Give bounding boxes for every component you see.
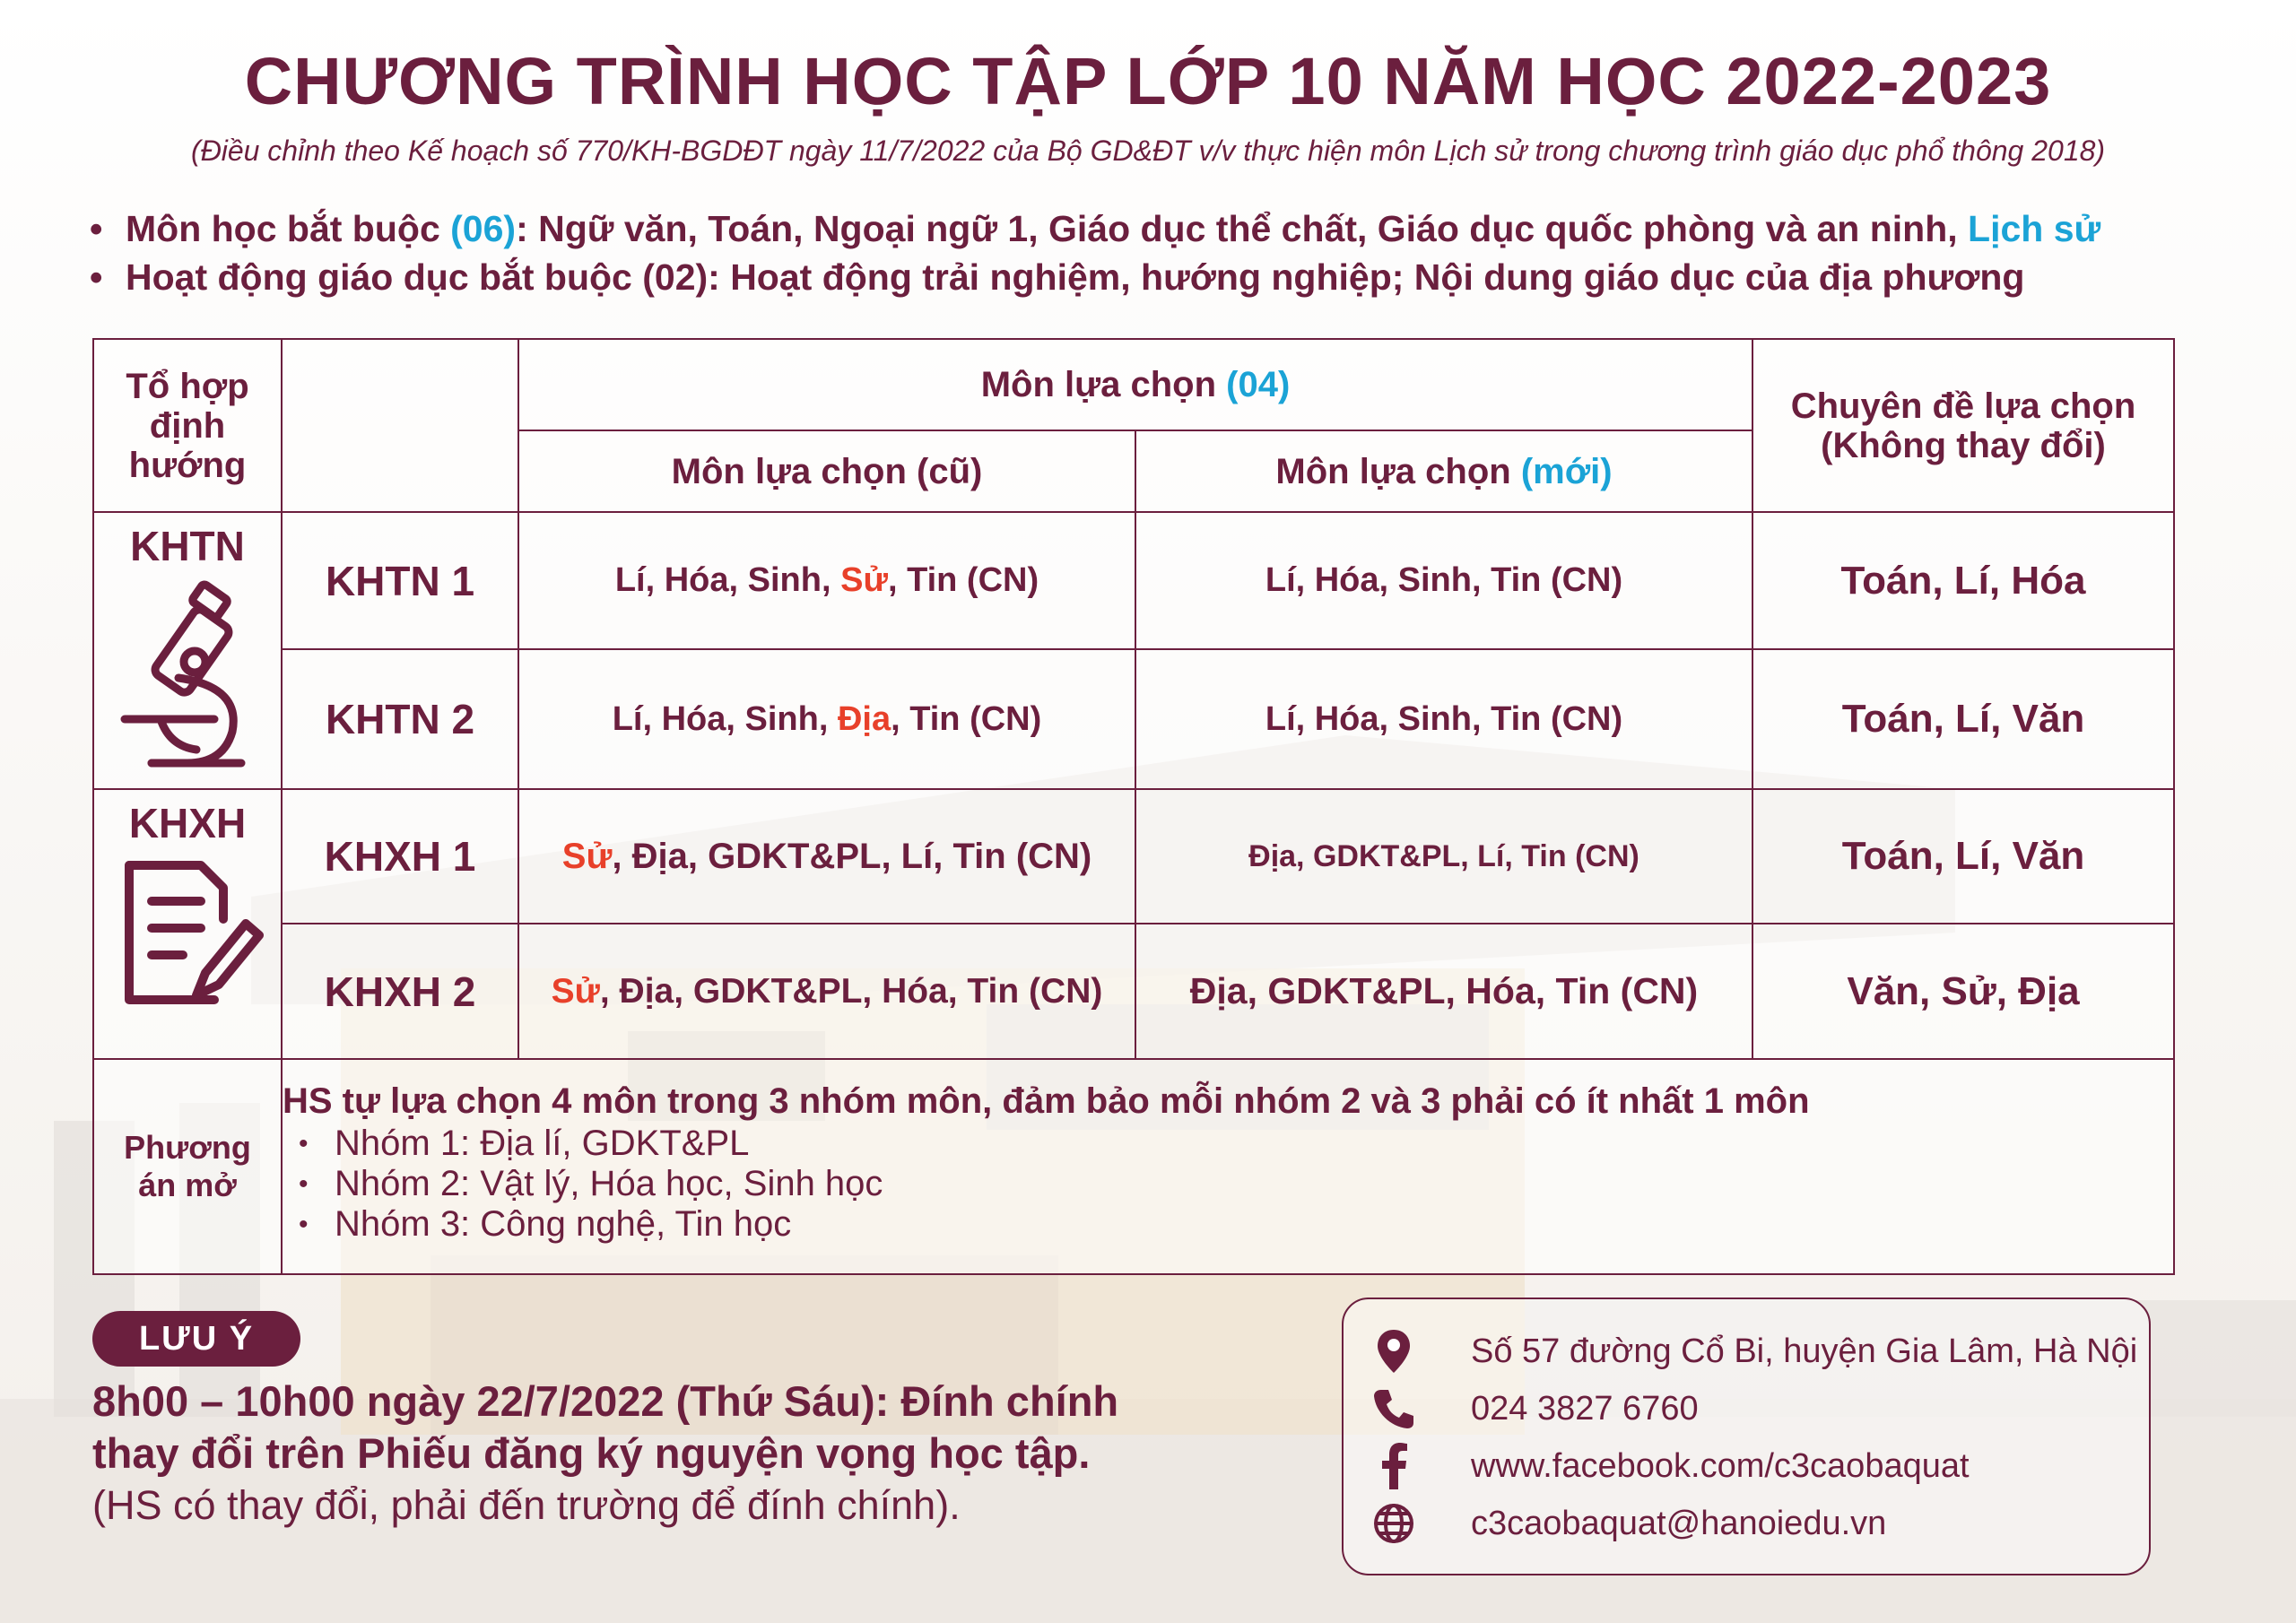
table-cell-new <box>1135 648 1753 790</box>
open-option-label: Phương <box>124 1129 251 1166</box>
globe-icon <box>1369 1498 1419 1549</box>
contact-facebook-row[interactable] <box>1369 1441 2140 1491</box>
contact-email-link[interactable]: c3caobaquat@hanoiedu.vn <box>1471 1504 1887 1542</box>
header-old-cell <box>517 430 1136 513</box>
open-option-heading: HS tự lựa chọn 4 môn trong 3 nhóm môn, đảm bảo mỗi nhóm 2 và 3 phải có ít nhất 1 môn <box>283 1081 1810 1121</box>
table-row-label <box>281 923 519 1060</box>
row-name: KHXH 1 <box>324 833 476 880</box>
header-elective-count: (04) <box>1226 365 1291 404</box>
table-cell-old <box>517 648 1136 790</box>
bullet-dot: • <box>299 1169 309 1199</box>
bullet-dot: • <box>299 1210 309 1239</box>
group-khtn-label: KHTN <box>130 523 245 569</box>
list-item <box>283 1204 2166 1245</box>
table-row-label <box>281 511 519 650</box>
topic-subjects: Toán, Lí, Văn <box>1841 697 2085 741</box>
header-group-cell <box>92 338 283 513</box>
note-text <box>92 1376 1348 1532</box>
compulsory-subjects-item <box>90 204 2242 253</box>
header-empty-cell <box>281 338 519 513</box>
old-subjects-a: Lí, Hóa, Sinh, <box>612 699 829 738</box>
new-subjects: Địa, GDKT&PL, Lí, Tin (CN) <box>1248 838 1639 873</box>
page-subtitle: (Điều chỉnh theo Kế hoạch số 770/KH-BGDĐT ngày 11/7/2022 của Bộ GD&ĐT v/v thực hiện môn Lịch sử trong chương trình giáo dục phổ thông 2018) <box>190 135 2106 167</box>
compulsory-activities-item <box>90 253 2242 301</box>
row-name: KHTN 2 <box>325 696 475 742</box>
table-row-label <box>281 648 519 790</box>
open-group-1: Nhóm 1: Địa lí, GDKT&PL <box>335 1124 750 1163</box>
table-row-label <box>281 788 519 924</box>
topic-subjects: Toán, Lí, Văn <box>1841 834 2085 878</box>
old-subjects-b: , Địa, GDKT&PL, Hóa, Tin (CN) <box>599 971 1103 1011</box>
header-new-cell <box>1135 430 1753 513</box>
contact-address-row <box>1369 1326 2140 1376</box>
old-subjects-b: , Tin (CN) <box>887 561 1039 599</box>
bullet-dot: • <box>299 1129 309 1159</box>
old-subject-highlight: Sử <box>551 971 600 1011</box>
open-option-body <box>283 1079 2166 1245</box>
list-item <box>283 1124 2166 1164</box>
contact-facebook-link[interactable]: www.facebook.com/c3caobaquat <box>1471 1446 1970 1485</box>
contact-box <box>1342 1298 2151 1575</box>
compulsory-count: (06) <box>450 208 517 249</box>
compulsory-label: Môn học bắt buộc <box>126 208 451 249</box>
compulsory-text: : Ngữ văn, Toán, Ngoại ngữ 1, Giáo dục thể chất, Giáo dục quốc phòng và an ninh, <box>516 208 1969 249</box>
old-subject-highlight: Địa <box>837 699 891 738</box>
group-khxh-cell <box>92 788 283 1060</box>
facebook-icon <box>1369 1441 1419 1491</box>
contact-phone-row <box>1369 1384 2140 1434</box>
note-line-2: thay đổi trên Phiếu đăng ký nguyện vọng học tập. <box>92 1429 1091 1477</box>
phone-icon <box>1369 1384 1419 1434</box>
table-cell-new <box>1135 788 1753 924</box>
open-group-3: Nhóm 3: Công nghệ, Tin học <box>335 1204 792 1244</box>
table-cell-topic <box>1752 923 2175 1060</box>
open-group-2: Nhóm 2: Vật lý, Hóa học, Sinh học <box>335 1164 883 1203</box>
note-line-3: (HS có thay đổi, phải đến trường để đính chính). <box>92 1482 961 1528</box>
table-cell-old <box>517 923 1136 1060</box>
table-cell-old <box>517 511 1136 650</box>
table-cell-topic <box>1752 788 2175 924</box>
old-subjects-b: , Tin (CN) <box>891 699 1042 738</box>
open-option-label-cell <box>92 1058 283 1275</box>
contact-email-row[interactable] <box>1369 1498 2140 1549</box>
history-subject: Lịch sử <box>1968 208 2101 249</box>
row-name: KHTN 1 <box>325 557 475 604</box>
contact-address: Số 57 đường Cổ Bi, huyện Gia Lâm, Hà Nội <box>1471 1332 2138 1370</box>
table-cell-topic <box>1752 511 2175 650</box>
header-elective-label: Môn lựa chọn <box>980 365 1217 404</box>
open-option-label-2: án mở <box>138 1167 237 1203</box>
bullet-dot: • <box>90 208 103 249</box>
page-title: CHƯƠNG TRÌNH HỌC TẬP LỚP 10 NĂM HỌC 2022-2023 <box>244 44 2052 118</box>
group-khtn-cell <box>92 511 283 790</box>
new-subjects: Lí, Hóa, Sinh, Tin (CN) <box>1265 699 1623 738</box>
contact-phone: 024 3827 6760 <box>1471 1389 1699 1428</box>
old-subject-highlight: Sử <box>840 561 888 599</box>
header-topic-label: Chuyên đề lựa chọn <box>1790 386 2136 426</box>
topic-subjects: Toán, Lí, Hóa <box>1840 558 2086 603</box>
note-badge: LƯU Ý <box>92 1311 300 1367</box>
header-new-tag: (mới) <box>1520 451 1613 491</box>
note-line-1: 8h00 – 10h00 ngày 22/7/2022 (Thứ Sáu): Đính chính <box>92 1377 1119 1425</box>
header-new-label: Môn lựa chọn <box>1275 451 1511 491</box>
bullet-dot: • <box>90 256 103 298</box>
group-khxh-label: KHXH <box>128 800 247 846</box>
compulsory-activities-text: Hoạt động giáo dục bắt buộc (02): Hoạt động trải nghiệm, hướng nghiệp; Nội dung giáo dục của địa phương <box>126 256 2025 298</box>
new-subjects: Địa, GDKT&PL, Hóa, Tin (CN) <box>1189 970 1699 1011</box>
table-cell-topic <box>1752 648 2175 790</box>
header-group-label: Tổ hợp định hướng <box>126 366 249 485</box>
microscope-icon <box>116 579 259 777</box>
topic-subjects: Văn, Sử, Địa <box>1847 968 2080 1013</box>
new-subjects: Lí, Hóa, Sinh, Tin (CN) <box>1265 561 1623 599</box>
document-edit-icon <box>111 856 264 1009</box>
requirements-list <box>90 204 2242 301</box>
header-old-label: Môn lựa chọn (cũ) <box>671 451 983 491</box>
header-elective-cell <box>517 338 1753 431</box>
row-name: KHXH 2 <box>324 968 476 1015</box>
header-topic-note: (Không thay đổi) <box>1821 425 2106 465</box>
old-subjects-b: , Địa, GDKT&PL, Lí, Tin (CN) <box>612 836 1092 876</box>
table-cell-new <box>1135 511 1753 650</box>
table-cell-old <box>517 788 1136 924</box>
old-subjects-a: Lí, Hóa, Sinh, <box>614 561 831 599</box>
old-subject-highlight: Sử <box>561 836 613 876</box>
list-item <box>283 1164 2166 1204</box>
header-topic-cell <box>1752 338 2175 513</box>
location-pin-icon <box>1369 1326 1419 1376</box>
table-cell-new <box>1135 923 1753 1060</box>
curriculum-table <box>92 338 2175 1275</box>
